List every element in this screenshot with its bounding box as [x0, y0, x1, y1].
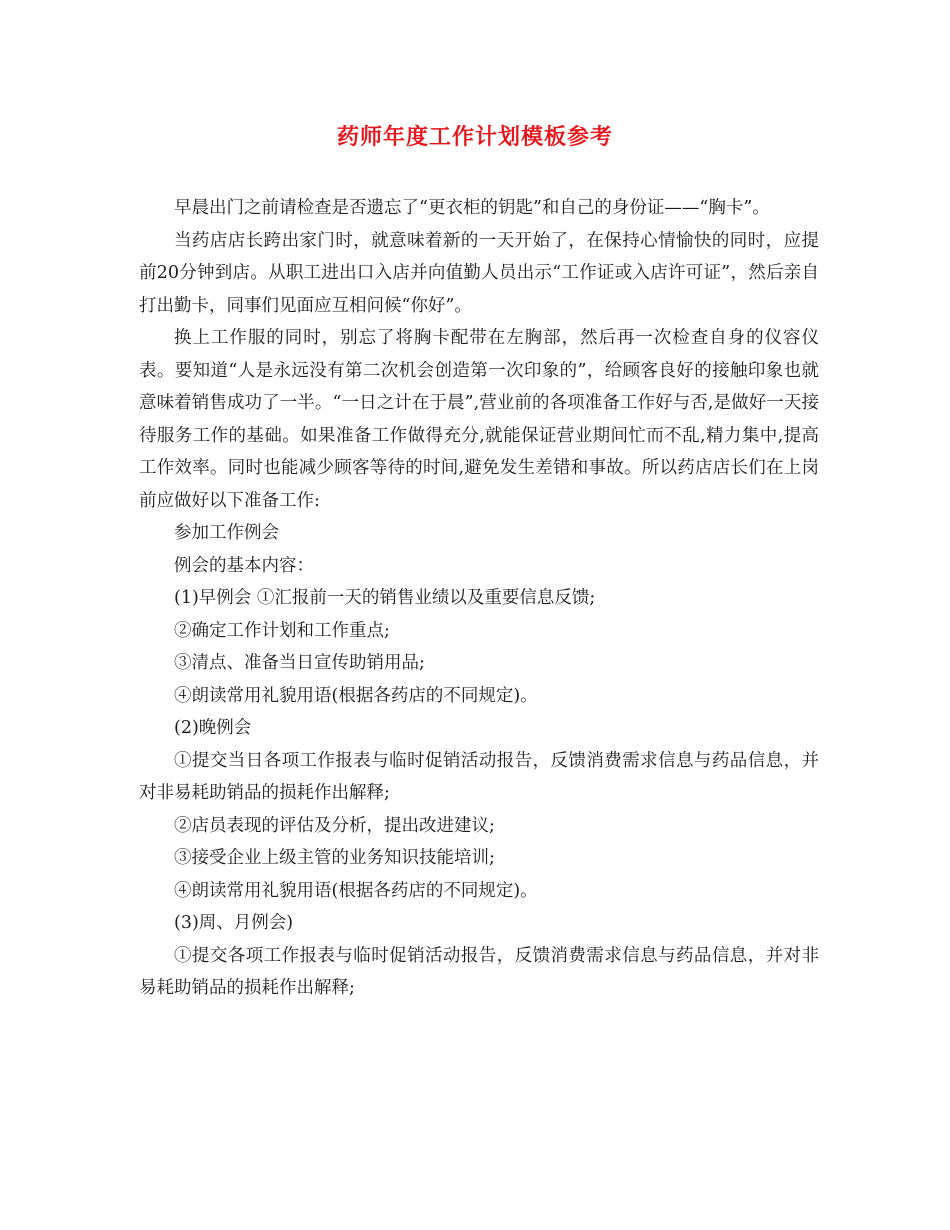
document-body — [139, 192, 819, 1005]
paragraph: 换上工作服的同时，别忘了将胸卡配带在左胸部，然后再一次检查自身的仪容仪表。要知道“人是永远没有第二次机会创造第一次印象的”，给顾客良好的接触印象也就意味着销售成功了一半。“一日之计在于晨”,营业前的各项准备工作好与否,是做好一天接待服务工作的基础。如果准备工作做得充分,就能保证营业期间忙而不乱,精力集中,提高工作效率。同时也能减少顾客等待的时间,避免发生差错和事故。所以药店店长们在上岗前应做好以下准备工作: — [139, 328, 819, 511]
paragraph: 当药店店长跨出家门时，就意味着新的一天开始了，在保持心情愉快的同时，应提前20分钟到店。从职工进出口入店并向值勤人员出示“工作证或入店许可证”，然后亲自打出勤卡，同事们见面应互相问候“你好”。 — [139, 230, 819, 316]
document-title: 药师年度工作计划模板参考 — [336, 125, 613, 150]
list-item: ②确定工作计划和工作重点; — [174, 620, 390, 641]
list-item: ③接受企业上级主管的业务知识技能培训; — [174, 848, 495, 868]
list-item: ④朗读常用礼貌用语(根据各药店的不同规定)。 — [174, 685, 538, 706]
list-item: ①提交各项工作报表与临时促销活动报告，反馈消费需求信息与药品信息，并对非易耗助销品的损耗作出解释; — [139, 945, 819, 998]
list-item: (3)周、月例会) — [174, 913, 294, 933]
paragraph: 早晨出门之前请检查是否遗忘了“更衣柜的钥匙”和自己的身份证——“胸卡”。 — [174, 198, 770, 218]
list-item: ①提交当日各项工作报表与临时促销活动报告，反馈消费需求信息与药品信息，并对非易耗助销品的损耗作出解释; — [139, 750, 819, 803]
paragraph: 参加工作例会 — [174, 523, 279, 543]
paragraph: 例会的基本内容： — [174, 555, 314, 576]
list-item: ②店员表现的评估及分析，提出改进建议; — [174, 815, 495, 836]
list-item: (1)早例会 ①汇报前一天的销售业绩以及重要信息反馈; — [174, 588, 596, 608]
list-item: (2)晚例会 — [174, 718, 252, 738]
list-item: ④朗读常用礼貌用语(根据各药店的不同规定)。 — [174, 880, 538, 901]
list-item: ③清点、准备当日宣传助销用品; — [174, 653, 425, 673]
